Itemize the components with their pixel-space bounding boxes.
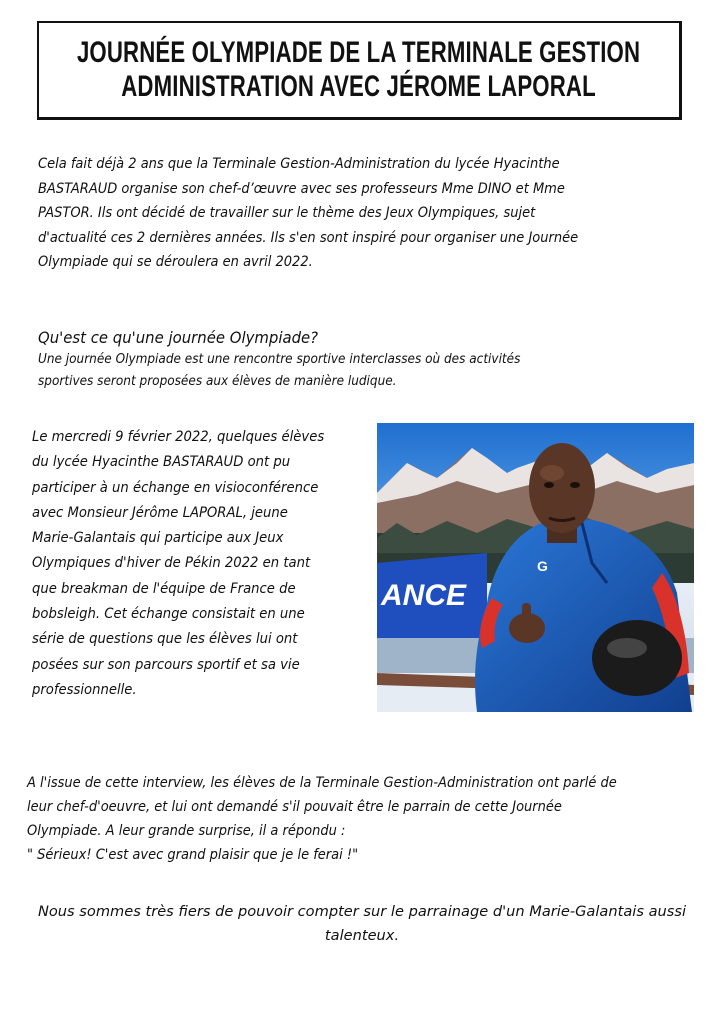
- event-line: Marie-Galantais qui participe aux Jeux: [32, 530, 284, 547]
- event-line: posées sur son parcours sportif et sa vie: [32, 656, 300, 673]
- suit-text: G: [537, 558, 548, 574]
- event-line: série de questions que les élèves lui ont: [32, 631, 298, 648]
- issue-paragraph: [27, 771, 617, 867]
- page-title: [77, 36, 640, 104]
- event-line: avec Monsieur Jérôme LAPORAL, jeune: [32, 504, 288, 521]
- event-line: Olympiques d'hiver de Pékin 2022 en tant: [32, 555, 311, 572]
- closing-line: talenteux.: [324, 927, 400, 944]
- event-line: professionnelle.: [32, 681, 137, 698]
- closing-paragraph: [0, 900, 724, 948]
- intro-line: BASTARAUD organise son chef-d’œuvre avec ses professeurs Mme DINO et Mme: [38, 180, 565, 197]
- title-line: JOURNÉE OLYMPIADE DE LA TERMINALE GESTION: [77, 36, 641, 69]
- question-line: sportives seront proposées aux élèves de manière ludique.: [38, 374, 397, 389]
- issue-line: A l'issue de cette interview, les élèves de la Terminale Gestion-Administration ont parlé de: [27, 775, 617, 791]
- event-line: participer à un échange en visioconférence: [32, 479, 319, 496]
- question-answer: [38, 349, 520, 393]
- closing-line: Nous sommes très fiers de pouvoir compter sur le parrainage d'un Marie-Galantais aussi: [37, 903, 687, 920]
- athlete-photo: [377, 423, 694, 712]
- intro-line: Cela fait déjà 2 ans que la Terminale Gestion-Administration du lycée Hyacinthe: [38, 156, 560, 172]
- question-line: Une journée Olympiade est une rencontre sportive interclasses où des activités: [38, 352, 521, 367]
- issue-line: Olympiade. A leur grande surprise, il a répondu :: [27, 823, 346, 839]
- event-line: du lycée Hyacinthe BASTARAUD ont pu: [32, 454, 291, 471]
- intro-paragraph: [38, 152, 578, 275]
- event-line: Le mercredi 9 février 2022, quelques élèves: [32, 429, 325, 445]
- intro-line: PASTOR. Ils ont décidé de travailler sur le thème des Jeux Olympiques, sujet: [38, 205, 536, 221]
- event-paragraph: [32, 425, 324, 703]
- event-line: que breakman de l'équipe de France de: [32, 580, 296, 597]
- intro-line: d'actualité ces 2 dernières années. Ils s'en sont inspiré pour organiser une Journée: [38, 229, 579, 246]
- intro-line: Olympiade qui se déroulera en avril 2022.: [38, 254, 313, 270]
- question-heading: Qu'est ce qu'une journée Olympiade?: [38, 328, 319, 347]
- event-line: bobsleigh. Cet échange consistait en une: [32, 606, 305, 623]
- banner-text: ANCE: [381, 579, 467, 612]
- title-line: ADMINISTRATION AVEC JÉROME LAPORAL: [121, 70, 597, 103]
- title-box: [37, 21, 682, 120]
- issue-line: " Sérieux! C'est avec grand plaisir que je le ferai !": [27, 847, 359, 863]
- issue-line: leur chef-d'oeuvre, et lui ont demandé s'il pouvait être le parrain de cette Journée: [27, 799, 562, 815]
